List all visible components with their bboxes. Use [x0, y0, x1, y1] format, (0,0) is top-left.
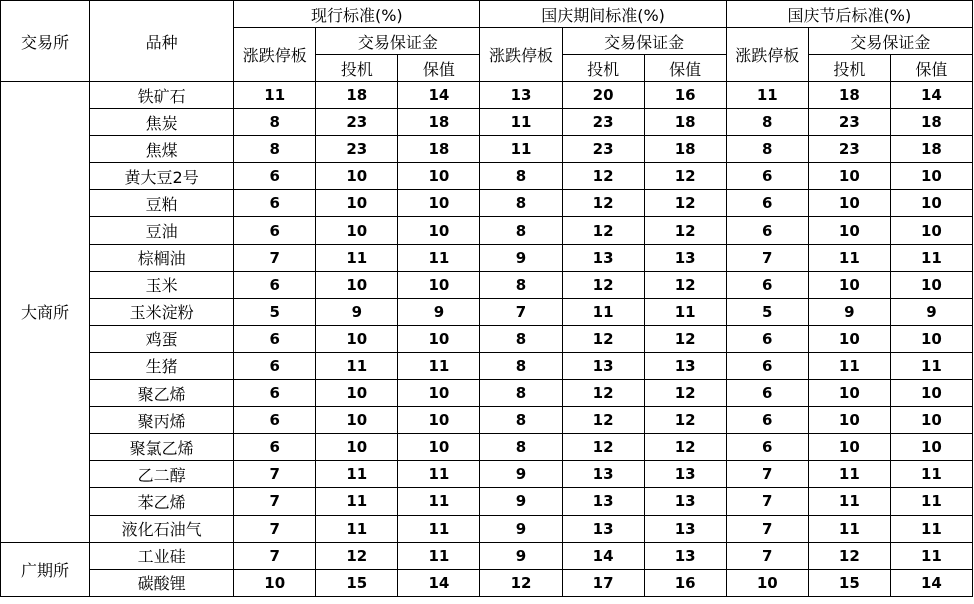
variety-cell: 豆油	[90, 217, 234, 244]
value-cell: 10	[398, 325, 480, 352]
value-cell: 7	[234, 461, 316, 488]
value-cell: 8	[480, 325, 562, 352]
value-cell: 10	[808, 325, 890, 352]
value-cell: 12	[644, 190, 726, 217]
value-cell: 12	[644, 380, 726, 407]
value-cell: 10	[398, 407, 480, 434]
table-row	[1, 352, 973, 379]
value-cell: 8	[234, 109, 316, 136]
value-cell: 10	[316, 271, 398, 298]
value-cell: 11	[808, 352, 890, 379]
value-cell: 23	[808, 136, 890, 163]
header-exchange: 交易所	[1, 1, 90, 82]
value-cell: 7	[726, 244, 808, 271]
value-cell: 11	[644, 298, 726, 325]
value-cell: 13	[644, 515, 726, 542]
value-cell: 14	[890, 569, 972, 596]
header-margin: 交易保证金	[808, 28, 972, 55]
value-cell: 11	[398, 488, 480, 515]
header-hedge: 保值	[890, 55, 972, 82]
table-body	[1, 82, 973, 597]
value-cell: 7	[726, 488, 808, 515]
value-cell: 11	[562, 298, 644, 325]
value-cell: 18	[398, 109, 480, 136]
value-cell: 9	[808, 298, 890, 325]
variety-cell: 焦煤	[90, 136, 234, 163]
value-cell: 12	[562, 271, 644, 298]
value-cell: 18	[644, 136, 726, 163]
variety-cell: 聚丙烯	[90, 407, 234, 434]
value-cell: 6	[726, 217, 808, 244]
table-row	[1, 380, 973, 407]
variety-cell: 鸡蛋	[90, 325, 234, 352]
table-row	[1, 542, 973, 569]
value-cell: 10	[890, 325, 972, 352]
value-cell: 8	[726, 109, 808, 136]
variety-cell: 玉米	[90, 271, 234, 298]
value-cell: 12	[644, 434, 726, 461]
value-cell: 13	[562, 461, 644, 488]
value-cell: 12	[562, 190, 644, 217]
value-cell: 12	[562, 217, 644, 244]
value-cell: 11	[890, 352, 972, 379]
table-row	[1, 407, 973, 434]
table-row	[1, 434, 973, 461]
value-cell: 10	[890, 217, 972, 244]
table-row	[1, 569, 973, 596]
value-cell: 11	[398, 461, 480, 488]
value-cell: 10	[808, 407, 890, 434]
value-cell: 13	[644, 461, 726, 488]
table-row	[1, 298, 973, 325]
value-cell: 8	[480, 271, 562, 298]
value-cell: 16	[644, 82, 726, 109]
value-cell: 14	[398, 569, 480, 596]
exchange-cell: 大商所	[1, 82, 90, 543]
variety-cell: 苯乙烯	[90, 488, 234, 515]
header-variety: 品种	[90, 1, 234, 82]
value-cell: 15	[316, 569, 398, 596]
value-cell: 10	[316, 163, 398, 190]
value-cell: 13	[562, 352, 644, 379]
header-group-after: 国庆节后标准(%)	[726, 1, 972, 28]
header-group-current: 现行标准(%)	[234, 1, 480, 28]
value-cell: 14	[890, 82, 972, 109]
value-cell: 10	[808, 217, 890, 244]
value-cell: 18	[808, 82, 890, 109]
variety-cell: 聚乙烯	[90, 380, 234, 407]
value-cell: 7	[234, 244, 316, 271]
value-cell: 6	[234, 380, 316, 407]
value-cell: 7	[234, 488, 316, 515]
variety-cell: 乙二醇	[90, 461, 234, 488]
value-cell: 10	[890, 434, 972, 461]
header-margin: 交易保证金	[316, 28, 480, 55]
value-cell: 11	[398, 244, 480, 271]
value-cell: 13	[644, 542, 726, 569]
value-cell: 7	[234, 542, 316, 569]
table-row	[1, 136, 973, 163]
variety-cell: 碳酸锂	[90, 569, 234, 596]
value-cell: 9	[316, 298, 398, 325]
value-cell: 10	[316, 217, 398, 244]
value-cell: 12	[562, 325, 644, 352]
value-cell: 10	[316, 325, 398, 352]
header-limit: 涨跌停板	[234, 28, 316, 82]
table-row	[1, 217, 973, 244]
value-cell: 13	[644, 352, 726, 379]
value-cell: 10	[234, 569, 316, 596]
variety-cell: 豆粕	[90, 190, 234, 217]
value-cell: 11	[890, 488, 972, 515]
variety-cell: 生猪	[90, 352, 234, 379]
value-cell: 7	[726, 461, 808, 488]
exchange-cell: 广期所	[1, 542, 90, 596]
header-hedge: 保值	[398, 55, 480, 82]
table-row	[1, 244, 973, 271]
value-cell: 10	[808, 271, 890, 298]
value-cell: 5	[726, 298, 808, 325]
variety-cell: 铁矿石	[90, 82, 234, 109]
value-cell: 11	[480, 136, 562, 163]
value-cell: 6	[726, 271, 808, 298]
value-cell: 6	[234, 434, 316, 461]
value-cell: 10	[316, 407, 398, 434]
value-cell: 12	[644, 217, 726, 244]
value-cell: 18	[890, 136, 972, 163]
value-cell: 8	[726, 136, 808, 163]
value-cell: 9	[890, 298, 972, 325]
value-cell: 10	[398, 217, 480, 244]
value-cell: 23	[808, 109, 890, 136]
value-cell: 18	[890, 109, 972, 136]
value-cell: 12	[562, 434, 644, 461]
value-cell: 9	[480, 244, 562, 271]
value-cell: 5	[234, 298, 316, 325]
value-cell: 18	[398, 136, 480, 163]
value-cell: 9	[398, 298, 480, 325]
value-cell: 23	[316, 136, 398, 163]
table-row	[1, 163, 973, 190]
table-header	[1, 1, 973, 82]
value-cell: 13	[644, 488, 726, 515]
variety-cell: 棕榈油	[90, 244, 234, 271]
value-cell: 18	[644, 109, 726, 136]
header-speculation: 投机	[316, 55, 398, 82]
value-cell: 11	[316, 244, 398, 271]
value-cell: 6	[726, 352, 808, 379]
variety-cell: 焦炭	[90, 109, 234, 136]
value-cell: 12	[644, 325, 726, 352]
value-cell: 18	[316, 82, 398, 109]
value-cell: 11	[398, 542, 480, 569]
value-cell: 10	[808, 380, 890, 407]
value-cell: 9	[480, 542, 562, 569]
table-row	[1, 271, 973, 298]
value-cell: 10	[890, 380, 972, 407]
table-row	[1, 82, 973, 109]
value-cell: 10	[890, 407, 972, 434]
value-cell: 23	[316, 109, 398, 136]
value-cell: 12	[808, 542, 890, 569]
value-cell: 8	[480, 407, 562, 434]
value-cell: 13	[562, 488, 644, 515]
value-cell: 9	[480, 488, 562, 515]
value-cell: 11	[890, 244, 972, 271]
value-cell: 10	[726, 569, 808, 596]
value-cell: 11	[808, 244, 890, 271]
value-cell: 11	[316, 515, 398, 542]
value-cell: 7	[480, 298, 562, 325]
value-cell: 6	[726, 190, 808, 217]
variety-cell: 黄大豆2号	[90, 163, 234, 190]
value-cell: 20	[562, 82, 644, 109]
header-speculation: 投机	[562, 55, 644, 82]
value-cell: 12	[644, 163, 726, 190]
value-cell: 11	[398, 515, 480, 542]
header-limit: 涨跌停板	[480, 28, 562, 82]
header-margin: 交易保证金	[562, 28, 726, 55]
value-cell: 14	[562, 542, 644, 569]
value-cell: 11	[316, 461, 398, 488]
value-cell: 11	[480, 109, 562, 136]
value-cell: 8	[480, 434, 562, 461]
value-cell: 6	[726, 434, 808, 461]
value-cell: 6	[234, 190, 316, 217]
value-cell: 7	[726, 542, 808, 569]
value-cell: 8	[480, 380, 562, 407]
table-row	[1, 515, 973, 542]
value-cell: 10	[316, 434, 398, 461]
value-cell: 15	[808, 569, 890, 596]
header-speculation: 投机	[808, 55, 890, 82]
value-cell: 10	[890, 163, 972, 190]
value-cell: 6	[234, 407, 316, 434]
value-cell: 23	[562, 109, 644, 136]
value-cell: 10	[398, 271, 480, 298]
value-cell: 6	[726, 325, 808, 352]
table-row	[1, 109, 973, 136]
table-row	[1, 325, 973, 352]
value-cell: 11	[808, 461, 890, 488]
value-cell: 10	[398, 190, 480, 217]
value-cell: 12	[562, 163, 644, 190]
value-cell: 12	[562, 380, 644, 407]
value-cell: 10	[808, 190, 890, 217]
value-cell: 9	[480, 461, 562, 488]
value-cell: 11	[890, 515, 972, 542]
value-cell: 6	[234, 271, 316, 298]
value-cell: 10	[890, 271, 972, 298]
value-cell: 8	[480, 352, 562, 379]
value-cell: 11	[316, 352, 398, 379]
value-cell: 12	[316, 542, 398, 569]
table-row	[1, 488, 973, 515]
value-cell: 12	[644, 271, 726, 298]
table-row	[1, 190, 973, 217]
variety-cell: 聚氯乙烯	[90, 434, 234, 461]
value-cell: 11	[808, 515, 890, 542]
value-cell: 6	[234, 352, 316, 379]
value-cell: 12	[644, 407, 726, 434]
value-cell: 11	[890, 542, 972, 569]
value-cell: 10	[398, 380, 480, 407]
value-cell: 13	[480, 82, 562, 109]
value-cell: 10	[398, 163, 480, 190]
value-cell: 7	[726, 515, 808, 542]
value-cell: 11	[726, 82, 808, 109]
value-cell: 11	[316, 488, 398, 515]
value-cell: 6	[726, 407, 808, 434]
value-cell: 12	[480, 569, 562, 596]
value-cell: 11	[234, 82, 316, 109]
value-cell: 8	[234, 136, 316, 163]
table-row	[1, 461, 973, 488]
value-cell: 6	[234, 325, 316, 352]
header-hedge: 保值	[644, 55, 726, 82]
value-cell: 11	[398, 352, 480, 379]
value-cell: 13	[562, 515, 644, 542]
value-cell: 17	[562, 569, 644, 596]
value-cell: 6	[234, 163, 316, 190]
value-cell: 12	[562, 407, 644, 434]
value-cell: 6	[726, 163, 808, 190]
value-cell: 8	[480, 190, 562, 217]
variety-cell: 工业硅	[90, 542, 234, 569]
variety-cell: 玉米淀粉	[90, 298, 234, 325]
value-cell: 10	[398, 434, 480, 461]
header-limit: 涨跌停板	[726, 28, 808, 82]
value-cell: 10	[890, 190, 972, 217]
value-cell: 8	[480, 217, 562, 244]
value-cell: 9	[480, 515, 562, 542]
value-cell: 11	[890, 461, 972, 488]
header-group-holiday: 国庆期间标准(%)	[480, 1, 726, 28]
value-cell: 10	[808, 163, 890, 190]
value-cell: 7	[234, 515, 316, 542]
value-cell: 6	[726, 380, 808, 407]
value-cell: 23	[562, 136, 644, 163]
value-cell: 11	[808, 488, 890, 515]
value-cell: 10	[316, 190, 398, 217]
value-cell: 10	[808, 434, 890, 461]
value-cell: 6	[234, 217, 316, 244]
value-cell: 13	[562, 244, 644, 271]
value-cell: 10	[316, 380, 398, 407]
value-cell: 16	[644, 569, 726, 596]
variety-cell: 液化石油气	[90, 515, 234, 542]
value-cell: 8	[480, 163, 562, 190]
value-cell: 13	[644, 244, 726, 271]
value-cell: 14	[398, 82, 480, 109]
